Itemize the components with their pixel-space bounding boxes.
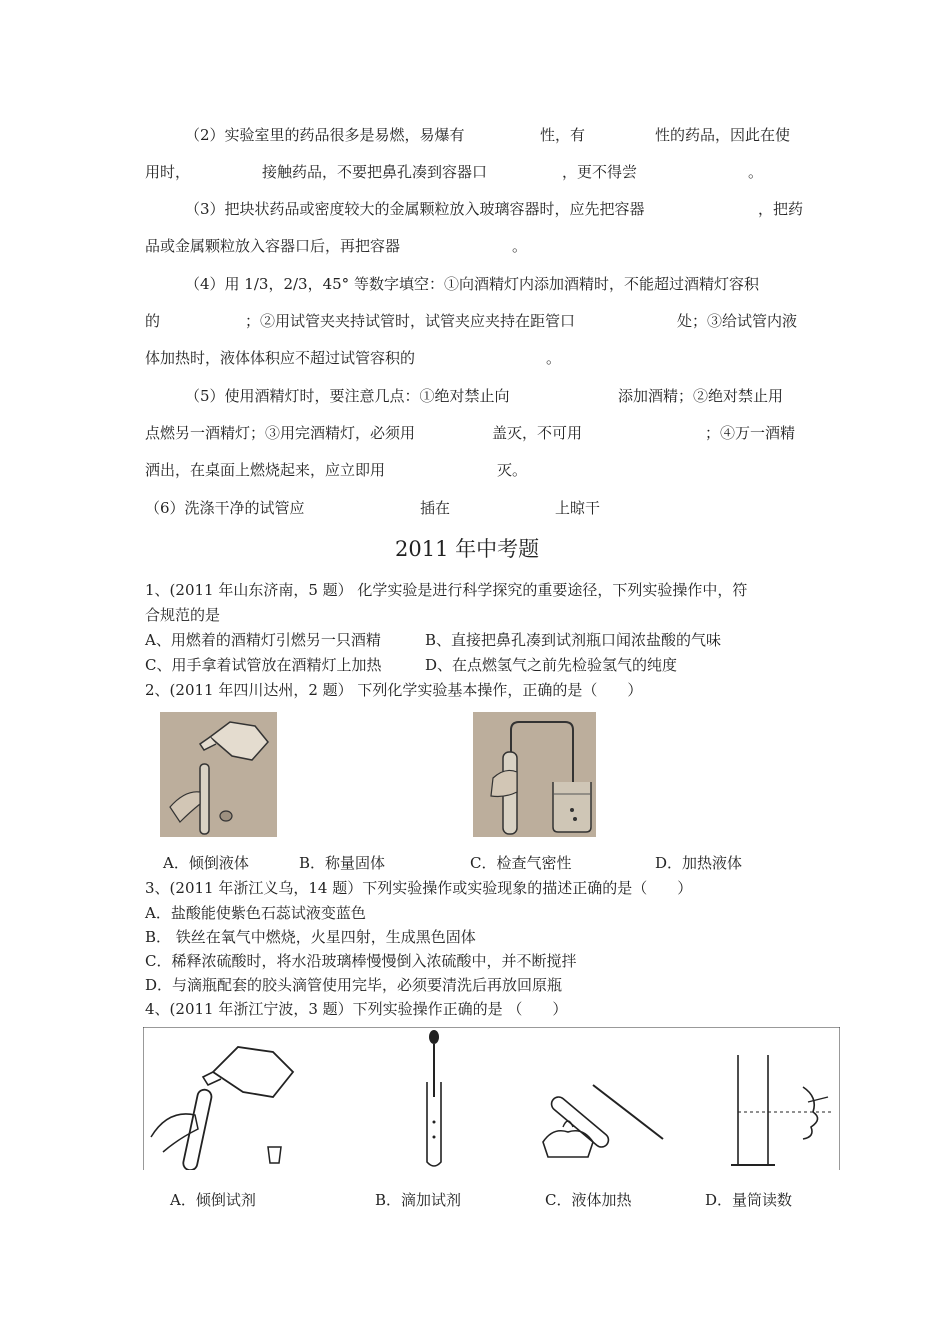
q4-intro-line2b: ；②用试管夹夹持试管时，试管夹应夹持在距管口 [245,312,576,330]
q5-intro-line1a: （5）使用酒精灯时，要注意几点：①绝对禁止向 [185,387,510,405]
q2-intro-line2a: 用时， [145,163,191,181]
q1-option-d: D、在点燃氢气之前先检验氢气的纯度 [425,656,678,674]
q3-option-a: A．盐酸能使紫色石蕊试液变蓝色 [145,904,366,922]
q4-option-b: B．滴加试剂 [375,1191,462,1209]
q4-intro-line3b: 。 [546,349,562,367]
q3-option-d: D．与滴瓶配套的胶头滴管使用完毕，必须要清洗后再放回原瓶 [145,976,563,994]
q4-figure-lab-operations [143,1027,840,1170]
q3-option-b: B． 铁丝在氧气中燃烧，火星四射，生成黑色固体 [145,928,476,946]
q2-intro-word2: 性的药品，因此在使 [655,126,791,144]
q2-photo-pouring-liquid [160,712,277,837]
q1-stem-line2: 合规范的是 [145,606,221,624]
q2-intro-line2c: ，更不得尝 [562,163,638,181]
q4-option-c: C．液体加热 [545,1191,632,1209]
q4-intro-line1: （4）用 1/3，2/3，45° 等数字填空：①向酒精灯内添加酒精时，不能超过酒精灯容积 [185,275,759,293]
q4-intro-line3: 体加热时，液体体积应不超过试管容积的 [145,349,416,367]
q3-intro-line2: 品或金属颗粒放入容器口后，再把容器 [145,237,401,255]
q5-intro-line2c: ；④万一酒精 [705,424,796,442]
q3-intro-line2b: 。 [512,237,528,255]
q5-intro-line1b: 添加酒精；②绝对禁止用 [618,387,784,405]
q1-option-a: A、用燃着的酒精灯引燃另一只酒精 [145,631,381,649]
q2-option-b: B．称量固体 [299,854,386,872]
q6-intro-a: （6）洗涤干净的试管应 [145,499,305,517]
q1-option-b: B、直接把鼻孔凑到试剂瓶口闻浓盐酸的气味 [425,631,722,649]
q5-intro-line2b: 盖灭，不可用 [492,424,583,442]
q4-intro-line2a: 的 [145,312,161,330]
section-title: 2011 年中考题 [395,537,540,561]
q2-option-a: A．倾倒液体 [163,854,249,872]
q4-intro-line2c: 处；③给试管内液 [677,312,798,330]
q4-option-a: A．倾倒试剂 [170,1191,256,1209]
q3-intro-line1b: ，把药 [758,200,804,218]
q4-option-d: D．量筒读数 [705,1191,793,1209]
q6-intro-b: 插在 [420,499,451,517]
q1-stem-line1: 1、(2011 年山东济南，5 题） 化学实验是进行科学探究的重要途径，下列实验操作中，符 [145,581,748,599]
q2-photo-airtightness-check [473,712,596,837]
q5-intro-line2a: 点燃另一酒精灯；③用完酒精灯，必须用 [145,424,416,442]
q5-intro-line3b: 灭。 [497,461,528,479]
q2-stem: 2、(2011 年四川达州，2 题） 下列化学实验基本操作，正确的是（ ） [145,681,643,699]
q2-option-c: C．检查气密性 [470,854,572,872]
q3-option-c: C．稀释浓硫酸时，将水沿玻璃棒慢慢倒入浓硫酸中，并不断搅拌 [145,952,577,970]
q5-intro-line3a: 洒出，在桌面上燃烧起来，应立即用 [145,461,386,479]
q2-intro-line2b: 接触药品，不要把鼻孔凑到容器口 [262,163,488,181]
q2-intro-line1: （2）实验室里的药品很多是易燃，易爆有 [185,126,465,144]
q3-intro-line1: （3）把块状药品或密度较大的金属颗粒放入玻璃容器时，应先把容器 [185,200,645,218]
q2-intro-word1: 性，有 [540,126,586,144]
q3-stem: 3、(2011 年浙江义乌，14 题）下列实验操作或实验现象的描述正确的是（ ） [145,879,693,897]
q1-option-c: C、用手拿着试管放在酒精灯上加热 [145,656,382,674]
q2-option-d: D．加热液体 [655,854,743,872]
q6-intro-c: 上晾干 [555,499,601,517]
q4-stem: 4、(2011 年浙江宁波，3 题）下列实验操作正确的是 （ ） [145,1000,568,1018]
q2-intro-line2d: 。 [748,163,764,181]
